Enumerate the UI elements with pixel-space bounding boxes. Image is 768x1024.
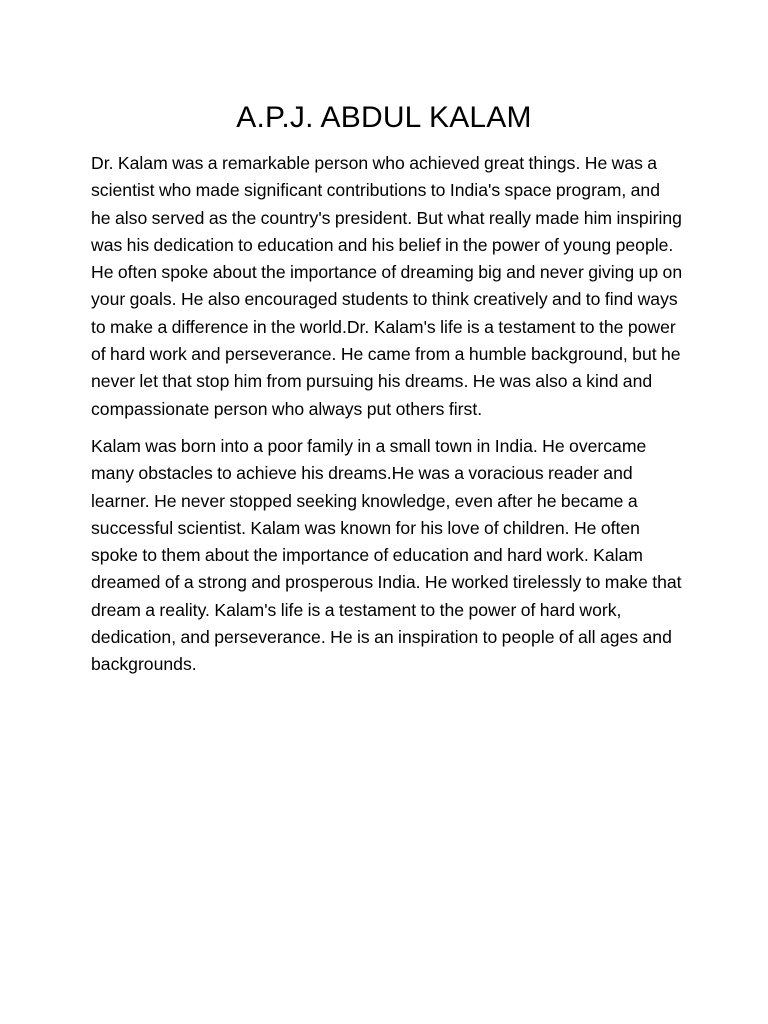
document-title: A.P.J. ABDUL KALAM [236,101,532,134]
paragraph-1: Dr. Kalam was a remarkable person who achieved great things. He was a scientist who made significant contributions to India's space program, and he also served as the country's president. But what really made him inspiring was his dedication to education and his belief in the power of young people. He often spoke about the importance of dreaming big and never giving up on your goals. He also encouraged students to think creatively and to find ways to make a difference in the world.Dr. Kalam's life is a testament to the power of hard work and perseverance. He came from a humble background, but he never let that stop him from pursuing his dreams. He was also a kind and compassionate person who always put others first. [91,153,683,419]
document-body [91,150,683,689]
paragraph-2: Kalam was born into a poor family in a small town in India. He overcame many obstacles to achieve his dreams.He was a voracious reader and learner. He never stopped seeking knowledge, even after he became a successful scientist. Kalam was known for his love of children. He often spoke to them about the importance of education and hard work. Kalam dreamed of a strong and prosperous India. He worked tirelessly to make that dream a reality. Kalam's life is a testament to the power of hard work, dedication, and perseverance. He is an inspiration to people of all ages and backgrounds. [91,435,682,675]
